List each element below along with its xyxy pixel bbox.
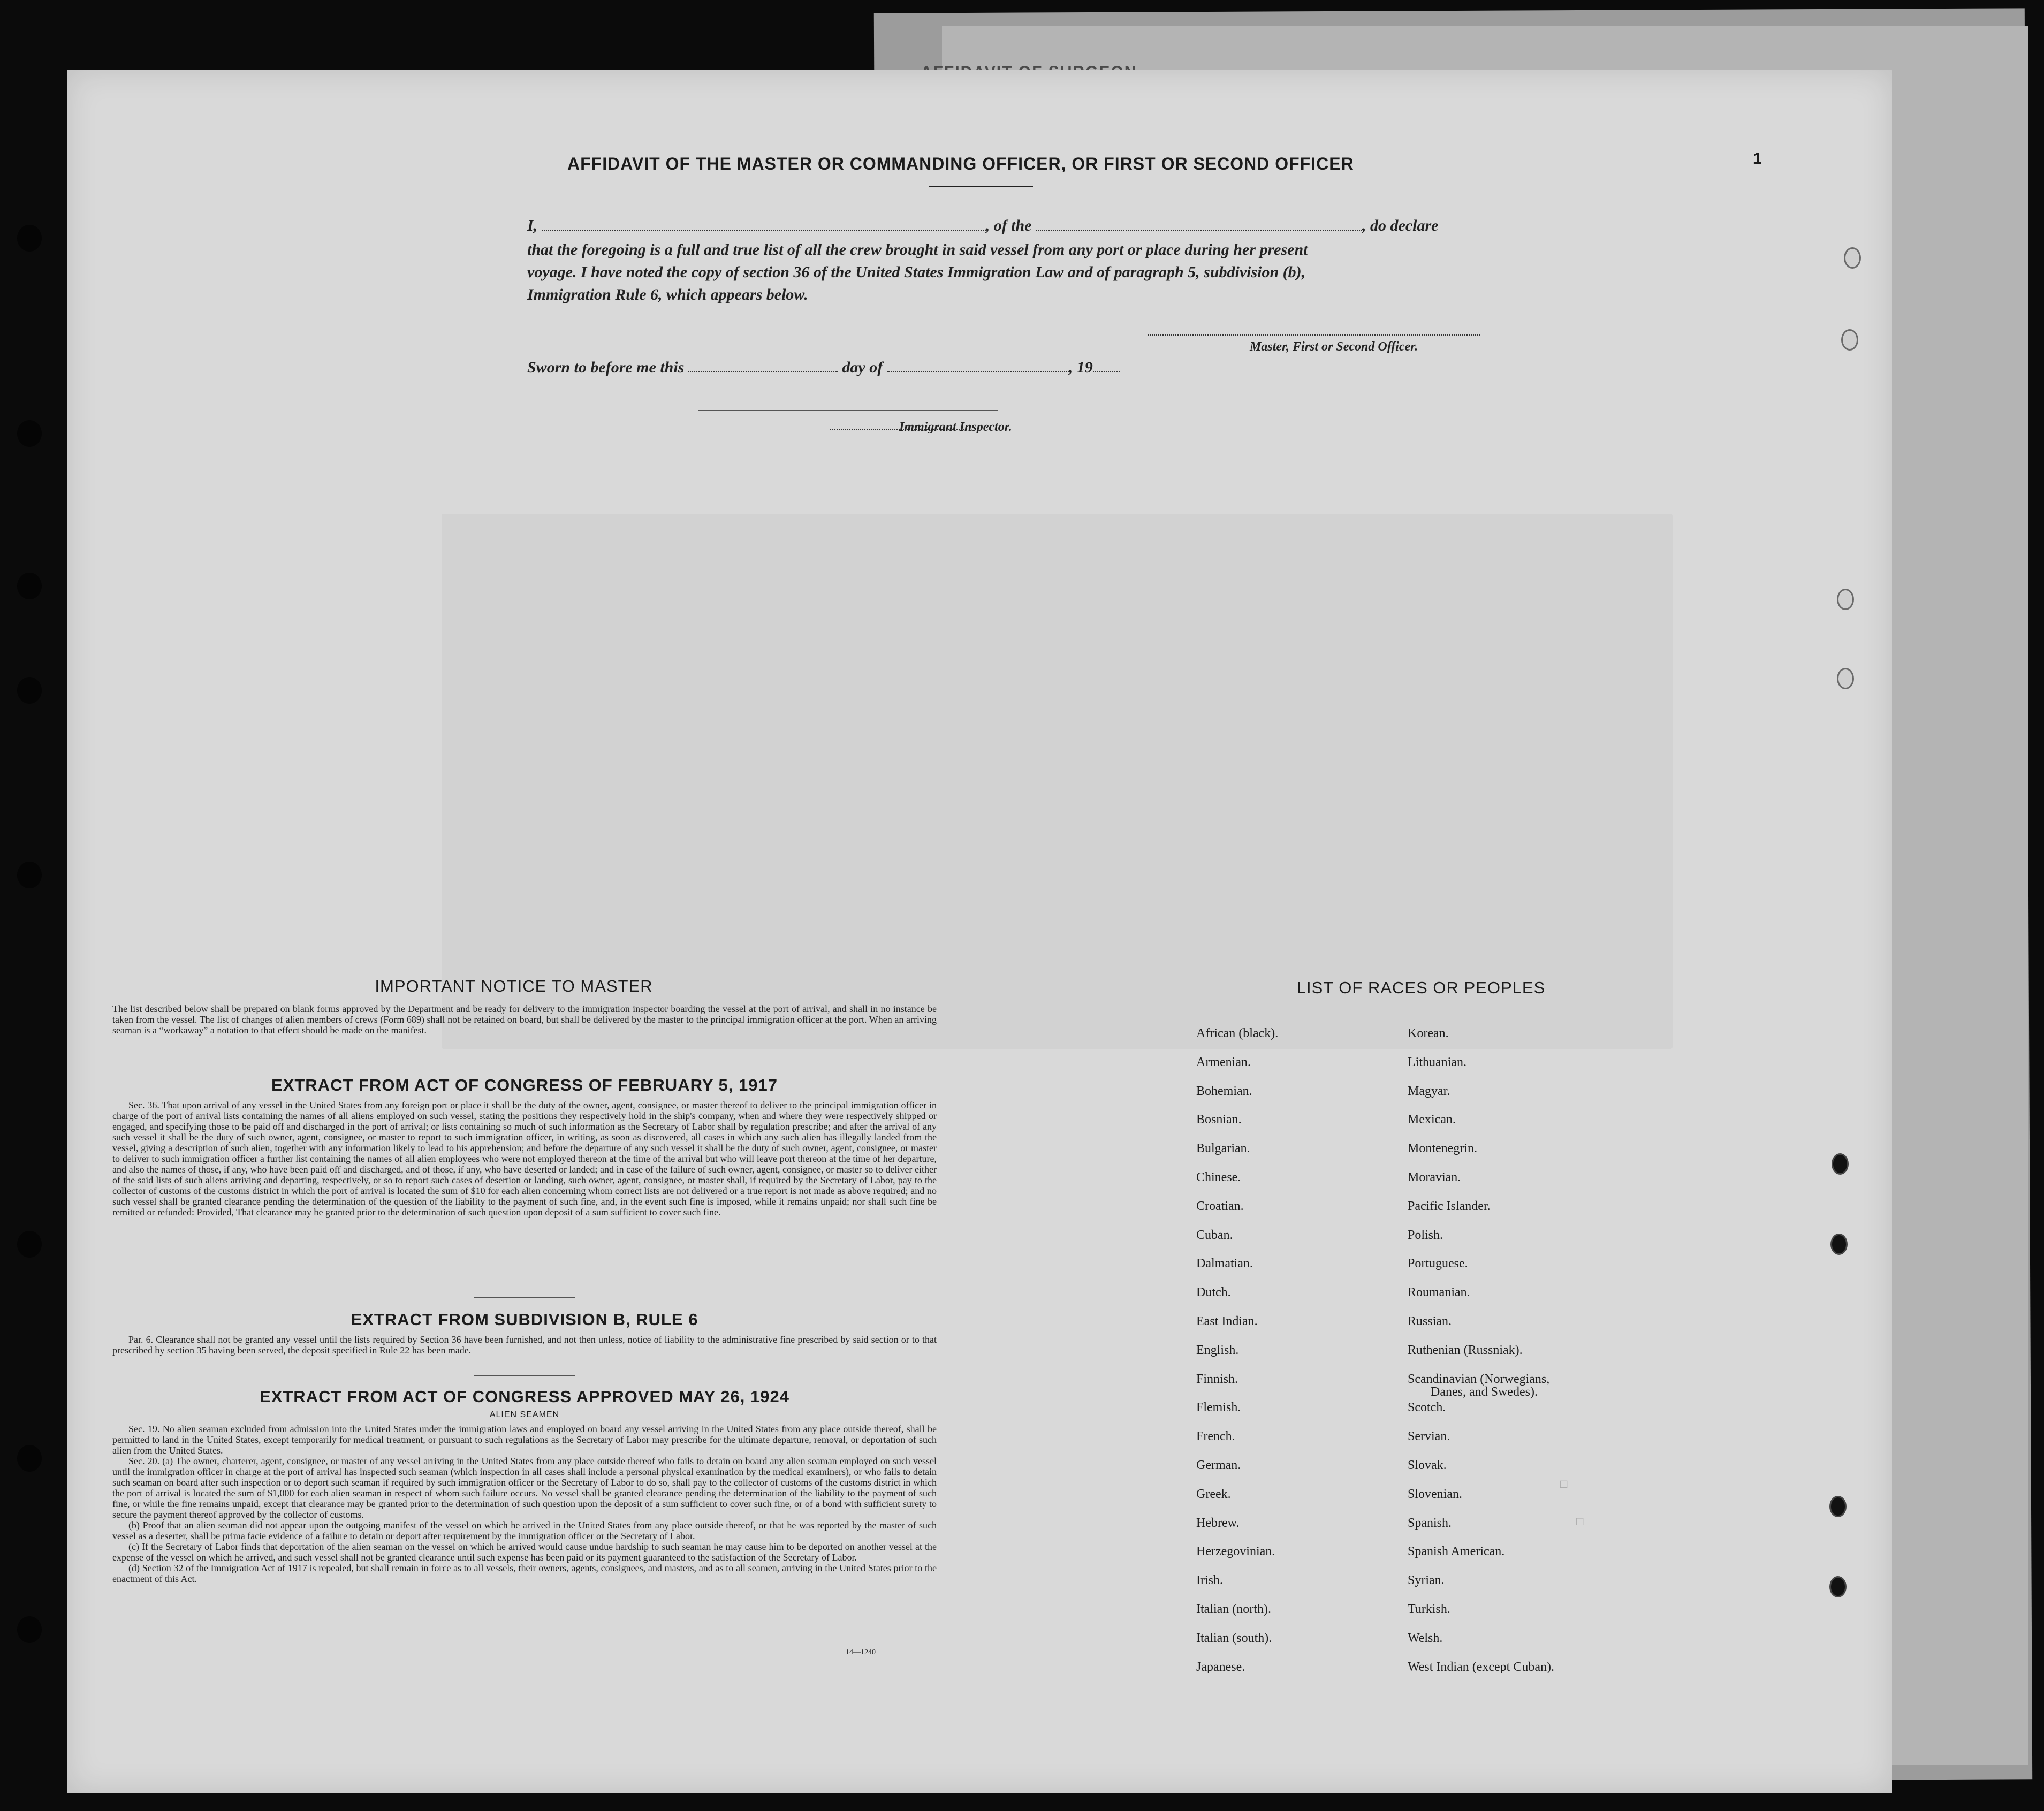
race-item: Scandinavian (Norwegians, xyxy=(1408,1372,1550,1386)
binder-ring xyxy=(1837,589,1854,610)
race-item: Lithuanian. xyxy=(1408,1055,1466,1069)
extract-1917-body: Sec. 36. That upon arrival of any vessel in the United States from any foreign port or place it shall be the duty of the owner, agent, consignee, or master thereof to deliver to the principal immigration officer in charge of the port of arrival lists containing the names of all aliens employed on such vessel, stating the positions they respectively hold in the ship's company, when and where they were respectively shipped or engaged, and specifying those to be paid off and discharged in the port of arrival; or lists containing so much of such information as the Secretary of Labor shall by regulation prescribe; and after the arrival of any such vessel it shall be the duty of such owner, agent, consignee, or master to report to such immigration officer, in writing, as soon as discovered, all cases in which any such alien has illegally landed from the vessel, giving a description of such alien, together with any information likely to lead to his apprehension; and before the departure of any such vessel it shall be the duty of such owner, agent, consignee, or master to deliver to such immigration officer a further list containing the names of all alien employees who were not employed thereon at the time of the arrival but who will leave port thereon at the time of her departure, and also the names of those, if any, who have been paid off and discharged, and of those, if any, who have deserted or landed; and in case of the failure of such owner, agent, consignee, or master so to deliver either of the said lists of such aliens arriving and departing, respectively, or so to report such cases of desertion or landing, such owner, agent, consignee, or master shall, if required by the Secretary of Labor, pay to the collector of customs of the customs district in which the port of arrival is located the sum of $10 for each alien concerning whom correct lists are not delivered or a true report is not made as above required; and no such vessel shall be granted clearance pending the determination of the question of the liability to the payment of such fine, and, in the event such fine is imposed, while it remains unpaid; nor shall such fine be remitted or refunded: Provided, That clearance may be granted prior to the determination of such question upon deposit of a sum sufficient to cover such fine. xyxy=(112,1100,937,1218)
page-marker: 1 xyxy=(1753,150,1762,168)
race-item: Irish. xyxy=(1196,1573,1223,1587)
title-underline xyxy=(929,186,1033,187)
race-item: Italian (south). xyxy=(1196,1631,1272,1645)
race-item: Dalmatian. xyxy=(1196,1257,1253,1270)
signature-line xyxy=(1148,334,1480,336)
affidavit-title: AFFIDAVIT OF THE MASTER OR COMMANDING OFFICER, OR FIRST OR SECOND OFFICER xyxy=(567,154,1354,173)
race-item: Portuguese. xyxy=(1408,1257,1468,1270)
signature-label: Master, First or Second Officer. xyxy=(1250,340,1418,354)
race-item: German. xyxy=(1196,1458,1241,1472)
race-item: Herzegovinian. xyxy=(1196,1544,1275,1558)
race-item: Ruthenian (Russniak). xyxy=(1408,1343,1523,1357)
section-20a-text: Sec. 20. (a) The owner, charterer, agent, consignee, or master of any vessel arriving in the United States from any place outside thereof who fails to detain on board any alien seaman employed on such vessel until the immigration officer in charge at the port of arrival has inspected such seaman (which inspection in all cases shall include a personal physical examination by the medical examiners), or who fails to detain such seaman on board after such inspection or to deport such seaman if required by such immigration officer or the Secretary of Labor to do so, shall pay to the collector of customs of the customs district in which the port of arrival is located the sum of $1,000 for each alien seaman in respect of whom such failure occurs. No vessel shall be granted clearance pending the determination of the liability to the payment of such fine, or while the fine remains unpaid, except that clearance may be granted prior to the determination of such question upon the deposit of a sum sufficient to cover such fine, or of a bond with sufficient surety to secure the payment thereof approved by the collector of customs. xyxy=(112,1456,937,1520)
divider-2 xyxy=(474,1375,575,1376)
year-prefix: , 19 xyxy=(1068,359,1093,376)
name-blank xyxy=(542,220,986,231)
race-item: Italian (north). xyxy=(1196,1602,1271,1616)
race-item: Moravian. xyxy=(1408,1170,1461,1184)
punch-hole xyxy=(17,420,42,447)
page-smudge xyxy=(442,514,1673,1049)
rule-6-body: Par. 6. Clearance shall not be granted any vessel until the lists required by Section 36 have been furnished, and not then unless, notice of liability to the administrative fine prescribed by said section or to that prescribed by section 35 having been served, the deposit specified in Rule 22 has been made. xyxy=(112,1334,937,1356)
section-20c-text: (c) If the Secretary of Labor finds that deportation of the alien seaman on the vessel on which he arrived would cause undue hardship to such seaman he may cause him to be deported on another vessel at the expense of the vessel on which he arrived, and such vessel shall not be granted clearance until such expense has been paid or its payment guaranteed to the satisfaction of the Secretary of Labor. xyxy=(112,1541,937,1563)
extract-1924-body xyxy=(112,1424,937,1584)
race-item: Bosnian. xyxy=(1196,1113,1242,1127)
affidavit-of-the: , of the xyxy=(985,217,1032,234)
race-item: French. xyxy=(1196,1429,1235,1443)
race-item: English. xyxy=(1196,1343,1239,1357)
day-of-label: day of xyxy=(842,359,883,376)
race-item: Magyar. xyxy=(1408,1084,1450,1098)
bleed-mark: □ xyxy=(1576,1515,1584,1528)
race-item: Pacific Islander. xyxy=(1408,1199,1491,1213)
punch-hole xyxy=(17,1445,42,1472)
race-item: Polish. xyxy=(1408,1228,1443,1242)
sworn-label: Sworn to before me this xyxy=(527,359,685,376)
race-item: Greek. xyxy=(1196,1487,1231,1501)
race-item: Scotch. xyxy=(1408,1401,1446,1414)
race-item: East Indian. xyxy=(1196,1314,1258,1328)
race-item-continuation: Danes, and Swedes). xyxy=(1431,1385,1538,1399)
bleed-mark: □ xyxy=(1560,1477,1568,1490)
race-item: Japanese. xyxy=(1196,1660,1245,1674)
races-title: LIST OF RACES OR PEOPLES xyxy=(1296,978,1546,997)
race-item: Bulgarian. xyxy=(1196,1142,1250,1155)
race-item: Finnish. xyxy=(1196,1372,1238,1386)
race-item: Bohemian. xyxy=(1196,1084,1252,1098)
inspector-signature-line xyxy=(698,410,998,411)
binder-ring xyxy=(1841,329,1858,351)
affidavit-line-1 xyxy=(527,217,1608,235)
race-item: Dutch. xyxy=(1196,1285,1231,1299)
punch-hole xyxy=(17,1616,42,1643)
section-20b-text: (b) Proof that an alien seaman did not appear upon the outgoing manifest of the vessel on which he arrived in the United States from any place outside thereof, or that he was reported by the master of such vessel as a deserter, shall be prima facie evidence of a failure to detain or deport after requirement by the immigration officer or the Secretary of Labor. xyxy=(112,1520,937,1541)
race-item: Croatian. xyxy=(1196,1199,1244,1213)
month-blank xyxy=(887,362,1069,372)
punch-hole xyxy=(17,1231,42,1258)
form-number: 14—1240 xyxy=(846,1648,876,1656)
binder-ring xyxy=(1837,668,1854,689)
affidavit-line-3: voyage. I have noted the copy of section 36 of the United States Immigration Law and of paragraph 5, subdivision (b), xyxy=(527,263,1306,281)
extract-1917-title: EXTRACT FROM ACT OF CONGRESS OF FEBRUARY 5, 1917 xyxy=(271,1076,778,1094)
race-item: Spanish. xyxy=(1408,1516,1452,1530)
year-blank xyxy=(1093,362,1120,372)
race-item: Chinese. xyxy=(1196,1170,1241,1184)
race-item: Russian. xyxy=(1408,1314,1452,1328)
section-20d-text: (d) Section 32 of the Immigration Act of 1917 is repealed, but shall remain in force as to all vessels, their owners, agents, consignees, and masters, and as to all seamen, arriving in the United States prior to the enactment of this Act. xyxy=(112,1563,937,1584)
binder-ring-dark xyxy=(1830,1234,1848,1255)
notice-title: IMPORTANT NOTICE TO MASTER xyxy=(375,977,653,995)
form-page xyxy=(67,70,1892,1793)
race-item: Slovak. xyxy=(1408,1458,1447,1472)
binder-ring-dark xyxy=(1832,1153,1849,1175)
extract-1924-title: EXTRACT FROM ACT OF CONGRESS APPROVED MAY 26, 1924 xyxy=(260,1387,789,1406)
race-item: Montenegrin. xyxy=(1408,1142,1477,1155)
binder-ring xyxy=(1844,247,1861,269)
race-item: Armenian. xyxy=(1196,1055,1251,1069)
alien-seamen-subtitle: ALIEN SEAMEN xyxy=(489,1410,560,1419)
race-item: Servian. xyxy=(1408,1429,1450,1443)
section-19-text: Sec. 19. No alien seaman excluded from admission into the United States under the immigration laws and employed on board any vessel arriving in the United States from any place outside thereof, shall be permitted to land in the United States, except temporarily for medical treatment, or pursuant to such regulations as the Secretary of Labor may prescribe for the ultimate departure, removal, or deportation of such alien from the United States. xyxy=(112,1424,937,1456)
race-item: Slovenian. xyxy=(1408,1487,1462,1501)
affidavit-line-2: that the foregoing is a full and true list of all the crew brought in said vessel from any port or place during her present xyxy=(527,241,1308,258)
race-item: Hebrew. xyxy=(1196,1516,1240,1530)
race-item: Turkish. xyxy=(1408,1602,1450,1616)
day-blank xyxy=(688,362,838,372)
race-item: Korean. xyxy=(1408,1026,1449,1040)
race-item: Spanish American. xyxy=(1408,1544,1505,1558)
affidavit-do-declare: , do declare xyxy=(1362,217,1439,234)
race-item: West Indian (except Cuban). xyxy=(1408,1660,1554,1674)
race-item: Syrian. xyxy=(1408,1573,1445,1587)
punch-hole xyxy=(17,573,42,599)
notice-body: The list described below shall be prepared on blank forms approved by the Department and be ready for delivery to the immigration inspector boarding the vessel at the port of arrival, and shall in no instance be taken from the vessel. The list of changes of alien members of crews (Form 689) shall not be retained on board, but shall be delivered by the master to the principal immigration officer at the port. When an arriving seaman is a “workaway” a notation to that effect should be made on the manifest. xyxy=(112,1003,937,1036)
binder-ring-dark xyxy=(1829,1496,1847,1517)
position-blank xyxy=(1036,220,1362,231)
punch-hole xyxy=(17,862,42,888)
divider-1 xyxy=(474,1297,575,1298)
race-item: Roumanian. xyxy=(1408,1285,1470,1299)
race-item: Welsh. xyxy=(1408,1631,1443,1645)
sworn-line xyxy=(527,359,1223,377)
race-item: African (black). xyxy=(1196,1026,1279,1040)
punch-hole xyxy=(17,677,42,704)
race-item: Cuban. xyxy=(1196,1228,1233,1242)
punch-hole xyxy=(17,225,42,252)
inspector-label: Immigrant Inspector. xyxy=(899,420,1012,434)
race-item: Mexican. xyxy=(1408,1113,1456,1127)
affidavit-i-label: I, xyxy=(527,217,538,234)
race-item: Flemish. xyxy=(1196,1401,1241,1414)
binder-ring-dark xyxy=(1829,1576,1847,1597)
affidavit-line-4: Immigration Rule 6, which appears below. xyxy=(527,286,808,303)
rule-6-title: EXTRACT FROM SUBDIVISION B, RULE 6 xyxy=(351,1310,698,1329)
